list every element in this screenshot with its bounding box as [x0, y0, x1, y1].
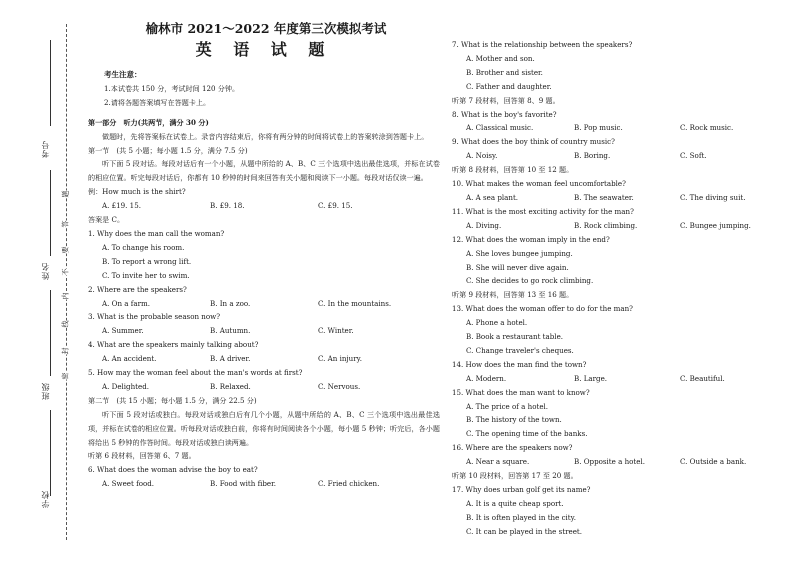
- options-row: [88, 477, 440, 491]
- kaohao-line: [50, 40, 51, 126]
- question: 14. How does the man find the town?: [452, 359, 587, 369]
- section1-heading: 第一节 (共 5 小题；每小题 1.5 分，满分 7.5 分): [88, 145, 248, 155]
- section1-instruction: 听下面 5 段对话。每段对话后有一个小题，从题中所给的 A、B、C 三个选项中选出最佳选项，并标在试卷的相应位置。听完每段对话后，你都有 10 秒钟的时间来回答有关小题和阅读下一小题。每段对话仅读一遍。: [88, 159, 440, 183]
- xuexiao-line: [50, 410, 51, 496]
- option: A. On a farm.: [102, 298, 150, 308]
- options-row: [88, 380, 440, 394]
- left-column: [88, 20, 440, 491]
- option: A. Classical music.: [466, 123, 534, 133]
- option: A. Noisy.: [466, 151, 498, 161]
- example-options: [88, 199, 440, 213]
- seal-char: 密: [61, 372, 70, 380]
- option: B. Boring.: [574, 151, 611, 161]
- notice-item: 1.本试卷共 150 分，考试时间 120 分钟。: [104, 83, 240, 93]
- question: 10. What makes the woman feel uncomfortable?: [452, 179, 626, 189]
- option: A. Sweet food.: [102, 479, 155, 489]
- option: B. Food with fiber.: [210, 479, 276, 489]
- xuexiao-label: 学校: [41, 490, 50, 508]
- seal-char: 线: [61, 320, 70, 328]
- option: B. Autumn.: [210, 326, 251, 336]
- seal-char: 答: [61, 220, 70, 228]
- option: A. Summer.: [102, 326, 144, 336]
- option: A. To change his room.: [102, 242, 185, 252]
- question: 5. How may the woman feel about the man's words at first?: [88, 368, 303, 378]
- seal-char: 要: [61, 246, 70, 254]
- xingming-line: [50, 170, 51, 256]
- material-note: 听第 7 段材料，回答第 8、9 题。: [452, 95, 560, 105]
- question: 9. What does the boy think of country music?: [452, 137, 615, 147]
- question: 13. What does the woman offer to do for the man?: [452, 304, 633, 314]
- option: B. Pop music.: [574, 123, 623, 133]
- option: B. Rock climbing.: [574, 220, 638, 230]
- option: B. A driver.: [210, 354, 251, 364]
- option: A. Mother and son.: [466, 53, 535, 63]
- question: 11. What is the most exciting activity for the man?: [452, 206, 634, 216]
- part1-heading: 第一部分 听力(共两节，满分 30 分): [88, 117, 209, 127]
- option: C. Change traveler's cheques.: [466, 345, 574, 355]
- exam-title: 榆林市 2021～2022 年度第三次模拟考试: [145, 21, 387, 36]
- question: 7. What is the relationship between the speakers?: [452, 40, 633, 49]
- material-note: 听第 10 段材料，回答第 17 至 20 题。: [452, 471, 578, 481]
- question: 8. What is the boy's favorite?: [452, 109, 557, 119]
- section2-heading: 第二节 (共 15 小题；每小题 1.5 分，满分 22.5 分): [88, 395, 257, 405]
- question: 3. What is the probable season now?: [88, 312, 221, 322]
- seal-char: 题: [61, 190, 70, 198]
- option: C. Nervous.: [318, 381, 361, 391]
- option: C. It can be played in the street.: [466, 526, 583, 536]
- option: C. Beautiful.: [680, 373, 725, 383]
- question: 12. What does the woman imply in the end?: [452, 234, 610, 244]
- option: A. It is a quite cheap sport.: [466, 498, 564, 508]
- subject-title: 英 语 试 题: [195, 40, 333, 59]
- option: A. She loves bungee jumping.: [466, 248, 573, 258]
- xingming-label: 姓名: [41, 262, 50, 280]
- option: C. In the mountains.: [318, 298, 392, 308]
- option: C. She decides to go rock climbing.: [466, 276, 594, 286]
- part1-instruction: 做题时，先将答案标在试卷上。录音内容结束后，你将有两分钟的时间将试卷上的答案转涂到答题卡上。: [102, 131, 429, 141]
- option: B. £9. 18.: [210, 201, 245, 211]
- seal-char: 内: [61, 292, 70, 300]
- option: C. Rock music.: [680, 123, 734, 133]
- seal-char: 封: [61, 347, 70, 355]
- binding-margin: [0, 0, 86, 561]
- example-question: 例：How much is the shirt?: [88, 187, 186, 197]
- options-row: [452, 219, 788, 233]
- option: A. £19. 15.: [102, 201, 141, 211]
- notice-heading: 考生注意：: [104, 70, 142, 79]
- option: C. The diving suit.: [680, 192, 746, 202]
- example-answer: 答案是 C。: [88, 215, 125, 225]
- option: C. To invite her to swim.: [102, 270, 190, 280]
- notice-item: 2.请将各题答案填写在答题卡上。: [104, 97, 211, 107]
- seal-char: 不: [61, 268, 70, 276]
- option: B. Book a restaurant table.: [466, 332, 564, 342]
- options-row: [452, 191, 788, 205]
- options-row: [452, 455, 788, 469]
- option: A. Diving.: [466, 220, 502, 230]
- option: C. Bungee jumping.: [680, 220, 751, 230]
- question: 15. What does the man want to know?: [452, 387, 590, 397]
- option: A. Modern.: [466, 373, 507, 383]
- option: C. An injury.: [318, 354, 362, 364]
- seal-line: [66, 24, 67, 540]
- option: C. Fried chicken.: [318, 479, 380, 489]
- option: B. In a zoo.: [210, 298, 251, 308]
- option: A. An accident.: [102, 354, 157, 364]
- option: A. A sea plant.: [466, 192, 519, 202]
- option: C. Outside a bank.: [680, 457, 747, 467]
- option: B. She will never dive again.: [466, 262, 569, 272]
- options-row: [452, 121, 788, 135]
- material-note: 听第 9 段材料，回答第 13 至 16 题。: [452, 290, 574, 300]
- banji-line: [50, 290, 51, 376]
- option: A. Phone a hotel.: [466, 318, 528, 328]
- material-note: 听第 6 段材料，回答第 6、7 题。: [88, 451, 196, 461]
- option: C. Soft.: [680, 151, 707, 161]
- question: 4. What are the speakers mainly talking about?: [88, 340, 259, 350]
- option: C. £9. 15.: [318, 201, 353, 211]
- option: C. Winter.: [318, 326, 354, 336]
- option: B. Large.: [574, 373, 608, 383]
- option: B. The seawater.: [574, 192, 634, 202]
- option: A. The price of a hotel.: [466, 401, 549, 411]
- right-column: [452, 38, 788, 539]
- option: B. It is often played in the city.: [466, 512, 576, 522]
- options-row: [452, 149, 788, 163]
- question: 16. Where are the speakers now?: [452, 443, 573, 453]
- option: B. Relaxed.: [210, 381, 251, 391]
- options-row: [88, 352, 440, 366]
- options-row: [452, 372, 788, 386]
- section2-instruction: 听下面 5 段对话或独白。每段对话或独白后有几个小题，从题中所给的 A、B、C 三个选项中选出最佳选项，并标在试卷的相应位置。听每段对话或独白前，你将有时间阅读各个小题，每小题 5 秒钟；听完后，各小题将给出 5 秒钟的作答时间。每段对话或独白读两遍。: [88, 409, 440, 447]
- kaohao-label: 考号: [41, 140, 50, 158]
- material-note: 听第 8 段材料，回答第 10 至 12 题。: [452, 165, 574, 175]
- option: B. To report a wrong lift.: [102, 256, 192, 266]
- options-row: [88, 324, 440, 338]
- question: 1. Why does the man call the woman?: [88, 228, 225, 238]
- option: C. The opening time of the banks.: [466, 429, 588, 439]
- option: B. Brother and sister.: [466, 67, 543, 77]
- option: A. Near a square.: [466, 457, 530, 467]
- option: A. Delighted.: [102, 381, 150, 391]
- question: 2. Where are the speakers?: [88, 284, 187, 294]
- question: 17. Why does urban golf get its name?: [452, 485, 591, 494]
- question: 6. What does the woman advise the boy to eat?: [88, 465, 258, 475]
- options-row: [88, 297, 440, 311]
- option: B. The history of the town.: [466, 415, 562, 425]
- option: B. Opposite a hotel.: [574, 457, 645, 467]
- option: C. Father and daughter.: [466, 81, 552, 91]
- banji-label: 班级: [41, 382, 50, 400]
